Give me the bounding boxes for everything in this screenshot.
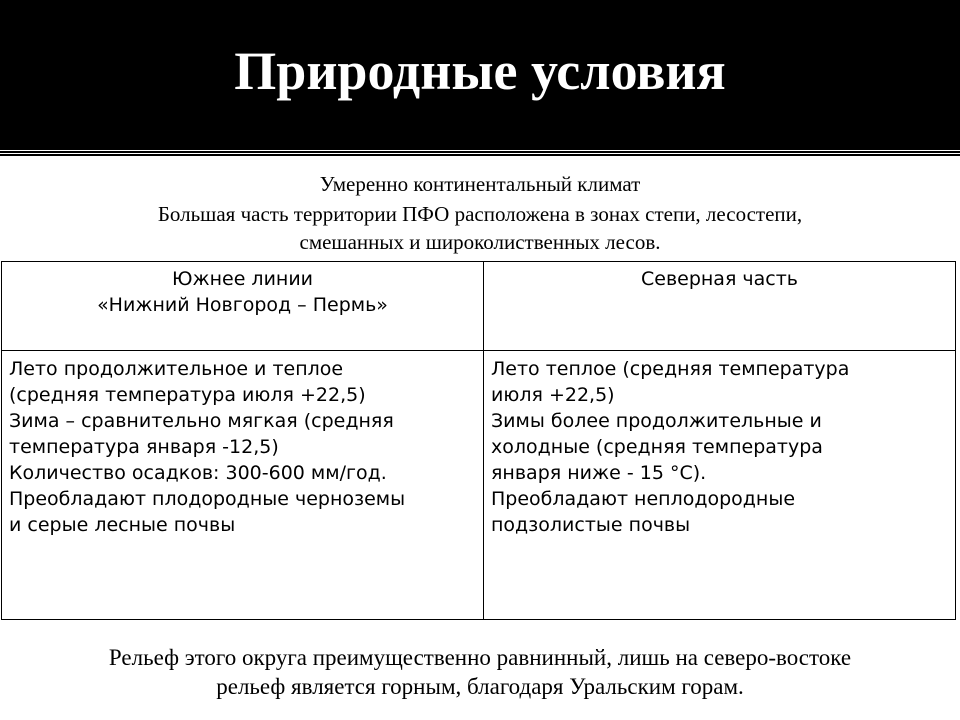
north-line: Преобладают неплодородные: [491, 488, 796, 510]
footer-relief-line1: Рельеф этого округа преимущественно равнинный, лишь на северо-востоке: [108, 645, 852, 670]
south-line: Лето продолжительное и теплое: [9, 358, 344, 380]
south-line: (средняя температура июля +22,5): [9, 384, 366, 406]
intro-zones-line1: Большая часть территории ПФО расположена в зонах степи, лесостепи,: [157, 202, 803, 226]
footer-relief-line2: рельеф является горным, благодаря Уральским горам.: [216, 674, 744, 699]
north-line: июля +22,5): [491, 384, 615, 406]
south-line: Количество осадков: 300-600 мм/год.: [9, 462, 387, 484]
north-line: Лето теплое (средняя температура: [491, 358, 850, 380]
south-line: температура января -12,5): [9, 436, 279, 458]
north-line: Зимы более продолжительные и: [491, 410, 822, 432]
table-column-divider: [483, 262, 484, 619]
comparison-table: [1, 261, 956, 620]
title-bar: [0, 0, 960, 150]
header-north-text: Северная часть: [640, 268, 799, 290]
title-separator-highlight: [0, 153, 960, 154]
intro-climate: Умеренно континентальный климат: [319, 172, 641, 196]
north-line: января ниже - 15 °С).: [491, 462, 707, 484]
header-south-line1: Южнее линии: [171, 268, 314, 290]
body-north: [491, 356, 951, 538]
body-south: [9, 356, 479, 538]
intro-zones-line2: смешанных и широколиственных лесов.: [299, 230, 661, 254]
north-line: холодные (средняя температура: [491, 436, 823, 458]
table-row-divider: [2, 350, 955, 351]
header-south-line2: «Нижний Новгород – Пермь»: [97, 294, 388, 316]
slide-title: Природные условия: [234, 41, 726, 101]
header-north: [484, 266, 955, 292]
north-line: подзолистые почвы: [491, 514, 691, 536]
south-line: Преобладают плодородные черноземы: [9, 488, 406, 510]
header-south: [2, 266, 483, 318]
south-line: и серые лесные почвы: [9, 514, 236, 536]
south-line: Зима – сравнительно мягкая (средняя: [9, 410, 394, 432]
